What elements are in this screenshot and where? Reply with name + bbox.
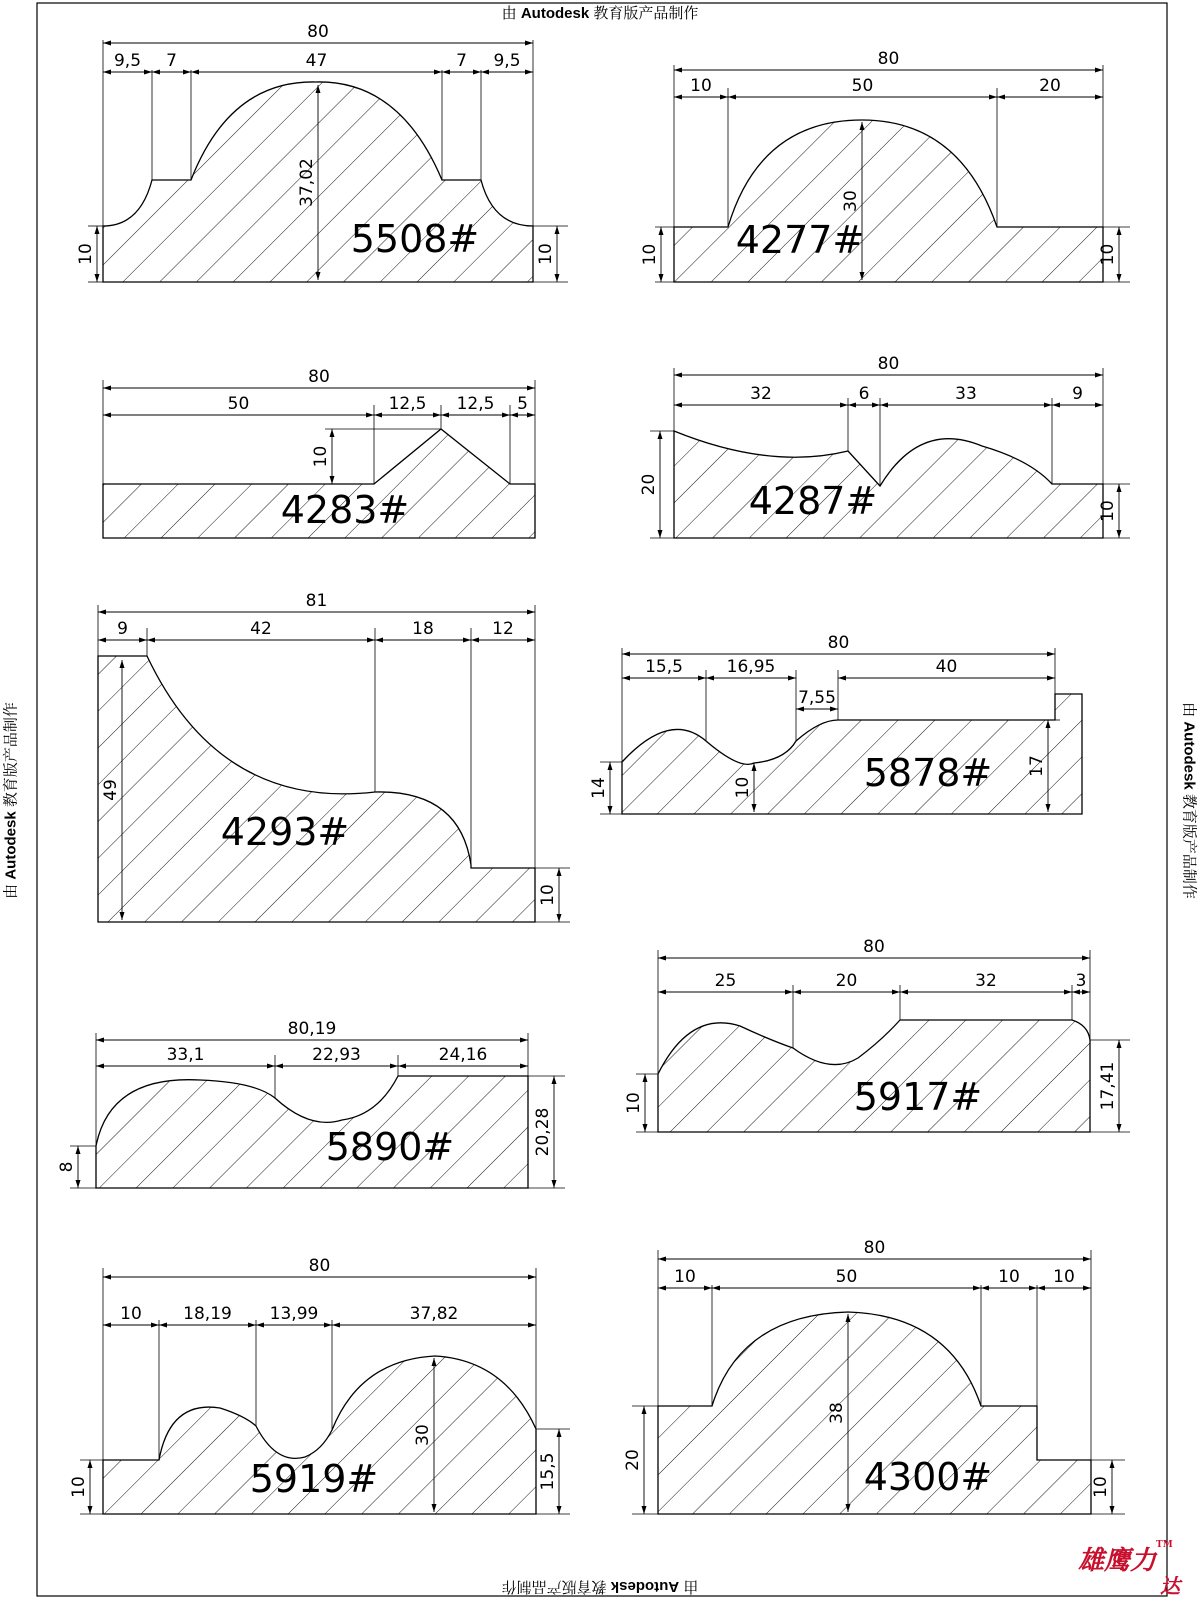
dimension-text: 15,5	[645, 657, 683, 677]
dimension-text: 80	[863, 1238, 886, 1258]
dimension	[69, 1460, 93, 1514]
dimension	[728, 76, 997, 100]
dimension	[640, 227, 664, 282]
dimension	[880, 384, 1052, 408]
dimension	[103, 51, 152, 75]
dimension-text: 32	[750, 384, 772, 404]
dimension-text: 80,19	[287, 1019, 337, 1039]
profile-label: 5917#	[853, 1075, 983, 1119]
dimension	[103, 1256, 536, 1280]
dimension	[471, 619, 535, 643]
watermark-prefix: 由	[501, 5, 517, 22]
dimension	[1098, 1040, 1122, 1132]
dimension	[796, 688, 838, 712]
dimension	[332, 1304, 536, 1328]
watermark-right	[1180, 636, 1200, 966]
dimension-text: 10	[538, 884, 558, 906]
dimension-text: 12,5	[456, 394, 495, 414]
profile-4283	[103, 367, 535, 538]
dimension	[374, 394, 441, 418]
dimension	[152, 51, 191, 75]
dimension	[538, 868, 562, 922]
dimension	[159, 1304, 256, 1328]
profile-label: 4283#	[280, 488, 410, 532]
dimension	[793, 971, 900, 995]
dimension-text: 50	[227, 394, 250, 414]
dimension-text: 15,5	[538, 1452, 558, 1491]
dimension-text: 10	[690, 76, 712, 96]
profile-label: 4300#	[863, 1455, 993, 1499]
dimension	[624, 1074, 648, 1132]
dimension	[658, 1267, 712, 1291]
profile-label: 4277#	[735, 218, 865, 262]
profile-4277	[640, 49, 1130, 282]
watermark-brand: Autodesk	[610, 1578, 680, 1595]
dimension	[98, 619, 147, 643]
dimension	[311, 429, 335, 484]
dimension-text: 9,5	[493, 51, 521, 71]
profile-section	[98, 656, 535, 922]
dimension	[538, 1429, 562, 1514]
dimension	[398, 1045, 528, 1069]
profile-section	[622, 694, 1082, 814]
dimension	[658, 1238, 1091, 1262]
profile-4287	[639, 354, 1130, 538]
watermark-suffix: 教育版产品制作	[2, 702, 20, 808]
watermark-suffix: 教育版产品制作	[501, 1578, 607, 1595]
dimension	[481, 51, 533, 75]
dimension-text: 17,41	[1098, 1061, 1118, 1111]
dimension-text: 10	[1098, 500, 1118, 522]
dimension-text: 30	[841, 190, 861, 212]
dimension-text: 30	[413, 1424, 433, 1446]
dimension-text: 50	[851, 76, 874, 96]
profile-label: 5890#	[325, 1125, 455, 1169]
dimension-text: 18	[412, 619, 434, 639]
profile-label: 4293#	[220, 810, 350, 854]
dimension-text: 38	[827, 1402, 847, 1424]
dimension	[536, 226, 560, 282]
dimension-text: 10	[69, 1476, 89, 1498]
watermark-prefix: 由	[1180, 702, 1198, 718]
dimension-text: 18,19	[183, 1304, 232, 1324]
dimension	[997, 76, 1103, 100]
dimension-text: 81	[305, 591, 328, 611]
dimension	[622, 657, 706, 681]
profile-label: 5878#	[863, 751, 993, 795]
dimension-text: 10	[120, 1304, 142, 1324]
profile-label: 5919#	[249, 1457, 379, 1501]
dimension	[57, 1146, 81, 1188]
dimension-text: 80	[307, 22, 329, 42]
dimension-text: 5	[517, 394, 528, 414]
dimension-text: 3	[1075, 971, 1087, 991]
dimension	[658, 971, 793, 995]
watermark-suffix: 教育版产品制作	[593, 5, 699, 22]
dimension-text: 9	[1072, 384, 1083, 404]
dimension	[103, 1304, 159, 1328]
profile-section	[674, 431, 1103, 538]
dimension-text: 25	[714, 971, 737, 991]
dimension	[900, 971, 1072, 995]
dimension	[533, 1076, 557, 1188]
dimension	[848, 384, 880, 408]
dimension-text: 6	[858, 384, 870, 404]
dimension-text: 10	[674, 1267, 696, 1287]
dimension-text: 22,93	[312, 1045, 361, 1065]
watermark-brand: Autodesk	[520, 5, 590, 22]
profile-4293	[98, 591, 570, 922]
dimension	[1091, 1460, 1115, 1514]
dimension	[674, 76, 728, 100]
profile-section	[96, 1076, 528, 1188]
dimension	[96, 1045, 275, 1069]
watermark-top	[0, 2, 1200, 23]
watermark-left	[0, 636, 21, 966]
dimension-text: 7	[166, 51, 177, 71]
profile-label: 5508#	[350, 217, 480, 261]
dimension	[981, 1267, 1037, 1291]
profile-5878	[589, 633, 1082, 814]
dimension-text: 10	[1098, 243, 1118, 266]
dimension-text: 10	[76, 243, 96, 265]
dimension	[96, 1019, 528, 1043]
watermark-brand: Autodesk	[2, 811, 20, 880]
dimension	[1052, 384, 1103, 408]
dimension-text: 10	[733, 776, 753, 799]
dimension	[256, 1304, 332, 1328]
dimension	[589, 762, 613, 814]
dimension	[103, 367, 535, 391]
dimension-text: 37,82	[409, 1304, 459, 1324]
profile-5890	[57, 1019, 565, 1188]
watermark-prefix: 由	[683, 1578, 699, 1595]
dimension	[674, 49, 1103, 73]
dimension-text: 33,1	[166, 1045, 205, 1065]
dimension	[441, 394, 510, 418]
dimension-text: 13,99	[269, 1304, 319, 1324]
watermark-bottom	[0, 1577, 1200, 1598]
dimension-text: 20,28	[533, 1107, 553, 1157]
dimension	[1072, 971, 1090, 995]
dimension	[103, 22, 533, 46]
dimension-text: 20	[639, 473, 659, 496]
brand-logo	[1078, 1540, 1180, 1598]
logo-sub: 达	[1160, 1574, 1180, 1598]
dimension	[510, 394, 535, 418]
dimension-text: 47	[305, 51, 328, 71]
dimension	[442, 51, 481, 75]
logo-text: 雄鹰力	[1078, 1546, 1157, 1576]
dimension-text: 50	[835, 1267, 858, 1287]
dimension-text: 8	[57, 1161, 77, 1173]
dimension-text: 16,95	[726, 657, 776, 677]
dimension	[103, 394, 374, 418]
dimension-text: 49	[101, 779, 121, 801]
dimension-text: 7	[456, 51, 467, 71]
dimension-text: 80	[827, 633, 850, 653]
dimension-text: 9	[117, 619, 128, 639]
dimension-text: 20	[835, 971, 858, 991]
dimension-text: 80	[863, 937, 885, 957]
dimension	[658, 937, 1090, 961]
logo-tm: TM	[1156, 1540, 1173, 1550]
profile-label: 4287#	[748, 479, 878, 523]
dimension	[838, 657, 1055, 681]
dimension-text: 20	[1039, 76, 1061, 96]
dimension	[674, 354, 1103, 378]
dimension	[76, 226, 100, 282]
dimension-text: 33	[955, 384, 977, 404]
dimension	[639, 431, 663, 538]
dimension	[712, 1267, 981, 1291]
dimension-text: 40	[935, 657, 958, 677]
dimension	[622, 633, 1055, 657]
profile-5508	[76, 22, 568, 282]
dimension-text: 12	[492, 619, 514, 639]
dimension	[275, 1045, 398, 1069]
dimension-text: 10	[640, 243, 660, 266]
dimension-text: 80	[877, 49, 900, 69]
dimension-text: 80	[308, 367, 330, 387]
profile-4300	[623, 1238, 1125, 1514]
dimension-text: 80	[877, 354, 900, 374]
dimension-text: 10	[1053, 1267, 1075, 1287]
watermark-prefix: 由	[2, 883, 20, 899]
dimension	[706, 657, 796, 681]
dimension	[674, 384, 848, 408]
watermark-suffix: 教育版产品制作	[1180, 793, 1198, 899]
dimension-text: 20	[623, 1449, 643, 1471]
dimension-text: 10	[311, 445, 331, 468]
dimension-text: 12,5	[388, 394, 427, 414]
dimension-text: 10	[1091, 1476, 1111, 1498]
dimension-text: 37,02	[297, 158, 317, 207]
dimension	[147, 619, 375, 643]
dimension	[191, 51, 442, 75]
dimension	[98, 591, 535, 615]
dimension-text: 14	[589, 777, 609, 799]
dimension	[623, 1406, 647, 1514]
dimension-text: 17	[1027, 755, 1047, 777]
profile-5917	[624, 937, 1130, 1132]
dimension-text: 24,16	[438, 1045, 488, 1065]
dimension-text: 10	[624, 1092, 644, 1114]
profile-5919	[69, 1256, 570, 1514]
watermark-brand: Autodesk	[1180, 721, 1198, 790]
dimension	[375, 619, 471, 643]
dimension	[1037, 1267, 1091, 1291]
dimension-text: 7,55	[798, 688, 836, 708]
dimension-text: 10	[536, 243, 556, 265]
dimension-text: 9,5	[113, 51, 142, 71]
dimension-text: 80	[308, 1256, 331, 1276]
dimension-text: 32	[975, 971, 997, 991]
dimension-text: 42	[250, 619, 272, 639]
dimension-text: 10	[998, 1267, 1020, 1287]
